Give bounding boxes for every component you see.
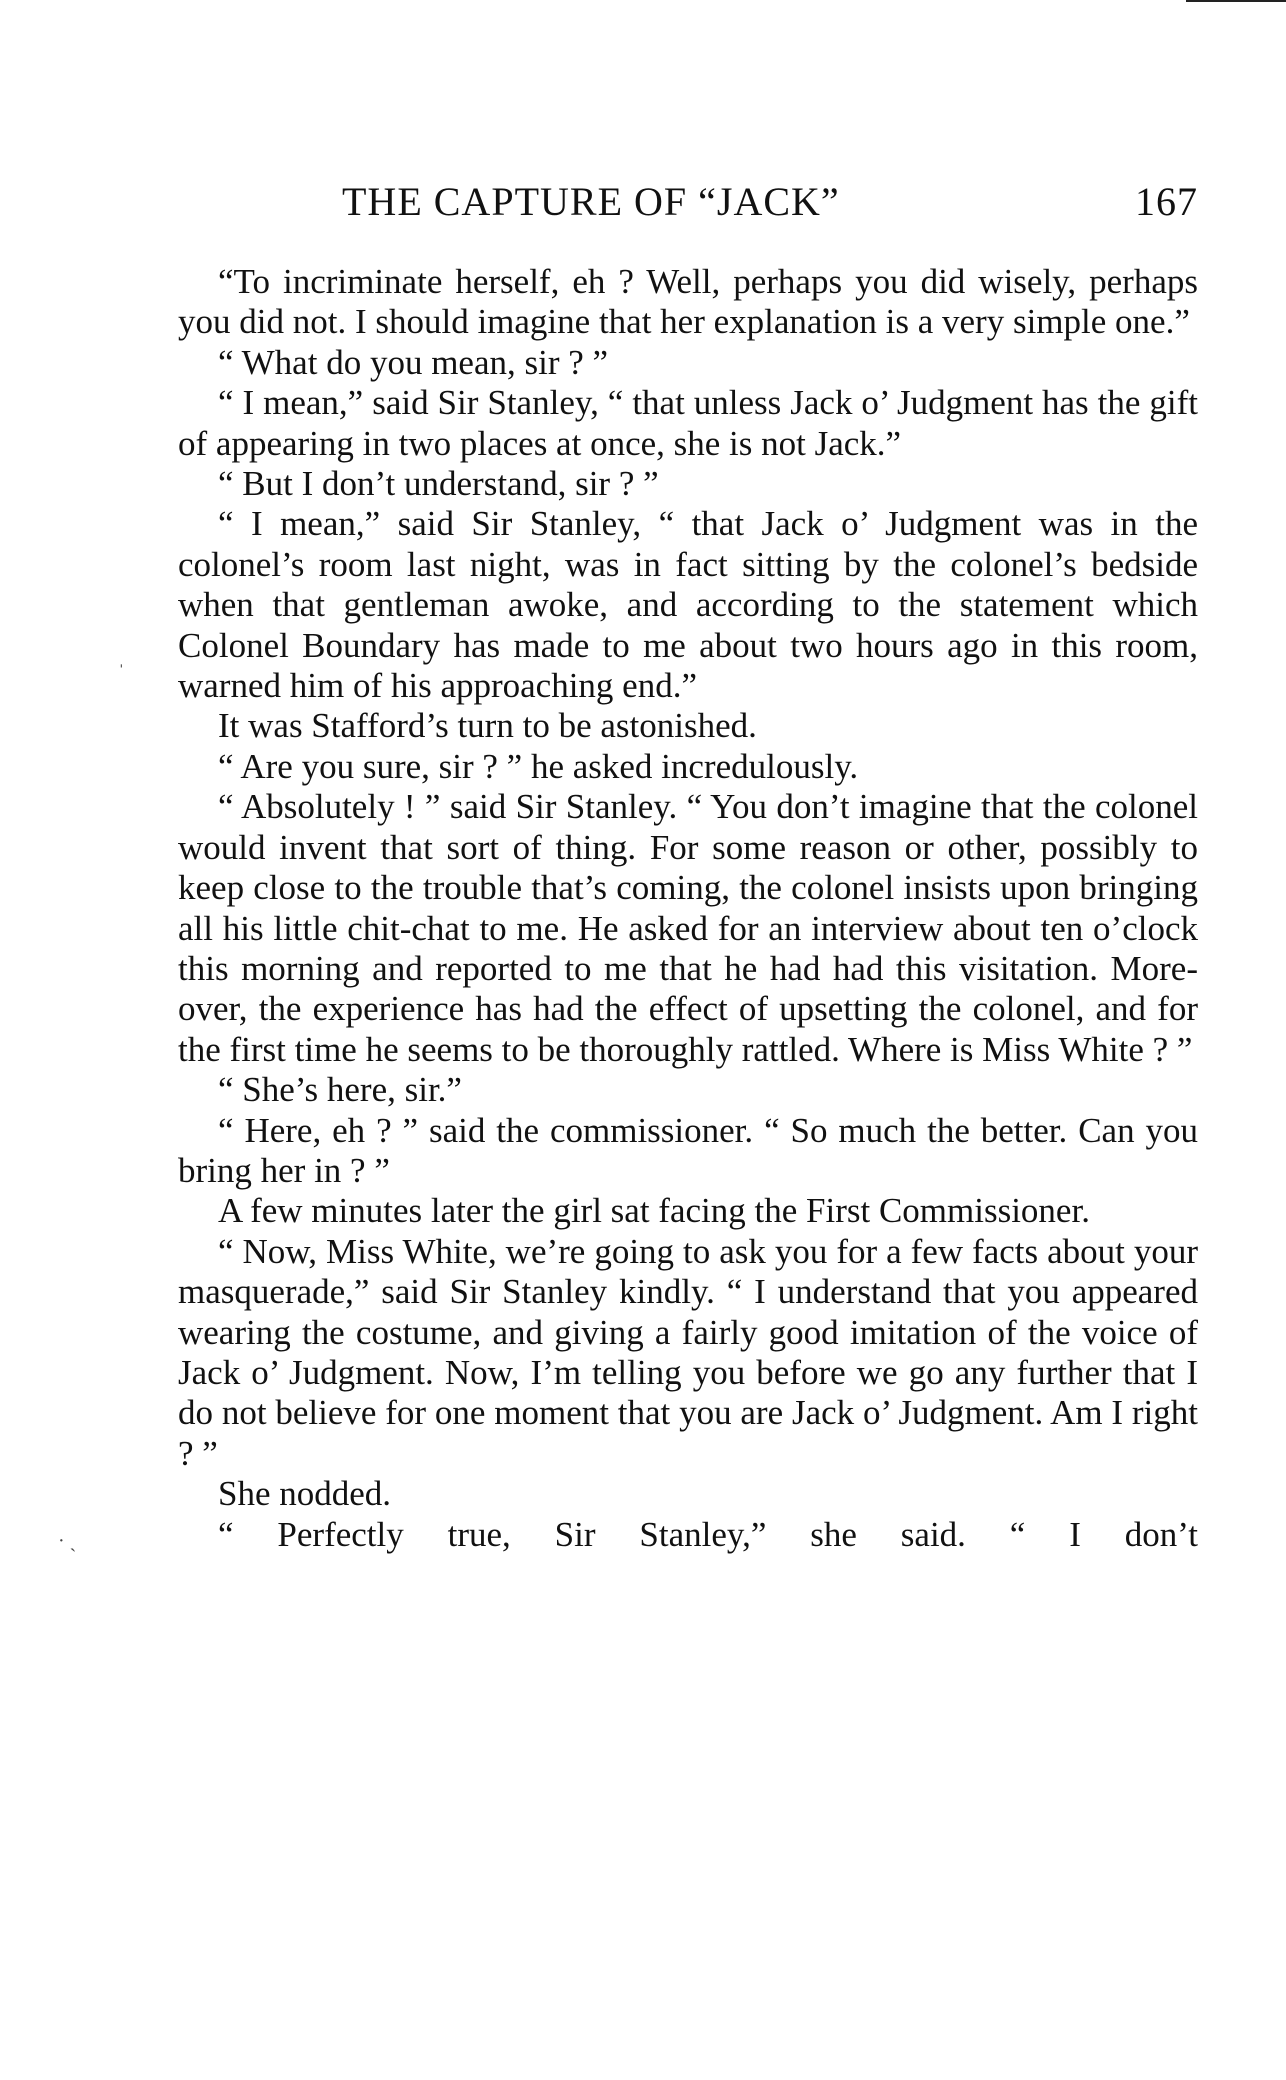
- paragraph: She nodded.: [218, 1474, 392, 1514]
- scan-speck: · ˏ: [58, 1530, 77, 1552]
- paragraph: A few minutes later the girl sat facing the First Commissioner.: [218, 1191, 1090, 1231]
- paragraph: “ But I don’t understand, sir ? ”: [218, 464, 659, 504]
- body-text: [178, 262, 1198, 1555]
- paragraph: “ Are you sure, sir ? ” he asked incredulously.: [218, 746, 859, 786]
- paragraph: It was Stafford’s turn to be astonished.: [218, 706, 757, 746]
- paragraph: “ Perfectly true, Sir Stanley,” she said. “ I don’t: [218, 1514, 1198, 1554]
- paragraph: “ Now, Miss White, we’re going to ask you for a few facts about your masquerade,” said Sir Stanley kindly. “ I understand that you appeared wearing the costume, and giving a fairly good imitation of the voice of Jack o’ Judgment. Now, I’m telling you before we go any further that I do not believe for one moment that you are Jack o’ Judgment. Am I right ? ”: [178, 1231, 1198, 1473]
- paragraph: “ I mean,” said Sir Stanley, “ that Jack o’ Judgment was in the colonel’s room last night, was in fact sitting by the colonel’s bedside when that gentleman awoke, and according to the statement which Colonel Boundary has made to me about two hours ago in this room, warned him of his approaching end.”: [178, 504, 1198, 706]
- page-number: 167: [1135, 179, 1198, 224]
- scan-speck: ˌ: [118, 646, 125, 668]
- page-header: [178, 178, 1198, 234]
- paragraph: “ She’s here, sir.”: [218, 1070, 462, 1110]
- paragraph: “ Here, eh ? ” said the commissioner. “ So much the better. Can you bring her in ? ”: [178, 1110, 1198, 1190]
- paragraph: “ Absolutely ! ” said Sir Stanley. “ You don’t imagine that the colonel would invent that sort of thing. For some reason or other, possibly to keep close to the trouble that’s coming, the colonel insists upon bringing all his little chit-chat to me. He asked for an interview about ten o’clock this morning and reported to me that he had had this visitation. More-over, the experience has had the effect of upsetting the colonel, and for the first time he seems to be thoroughly rattled. Where is Miss White ? ”: [178, 787, 1198, 1069]
- running-title: THE CAPTURE OF “JACK”: [342, 179, 840, 224]
- paragraph: “ I mean,” said Sir Stanley, “ that unless Jack o’ Judgment has the gift of appearing in two places at once, she is not Jack.”: [178, 383, 1198, 463]
- scan-edge-rule: [1186, 0, 1286, 2]
- paragraph: “To incriminate herself, eh ? Well, perhaps you did wisely, perhaps you did not. I should imagine that her explanation is a very simple one.”: [178, 262, 1198, 342]
- paragraph: “ What do you mean, sir ? ”: [218, 342, 609, 382]
